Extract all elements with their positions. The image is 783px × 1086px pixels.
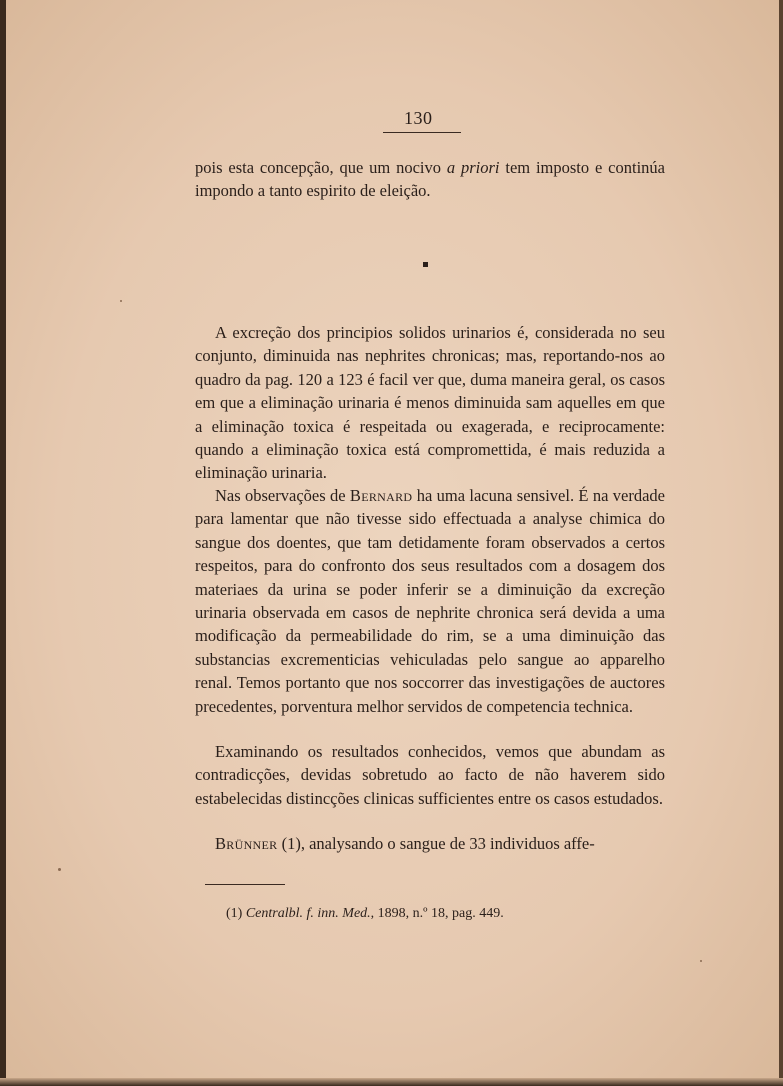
paragraph-brunner-rest: (1), analysando o sangue de 33 individuos affe- <box>277 834 595 853</box>
footnote-source-title: Centralbl. f. inn. Med. <box>245 906 371 921</box>
paper-speck <box>58 868 61 871</box>
section-ornament <box>423 262 428 267</box>
italic-phrase: a priori <box>446 158 500 177</box>
header-rule <box>383 132 461 133</box>
page-number: 130 <box>404 108 433 128</box>
paper-speck <box>700 960 702 962</box>
continuation-text-start: pois esta concepção, que um nocivo <box>195 158 447 177</box>
footnote-marker: (1) <box>226 906 246 921</box>
paragraph-bernard-start: Nas observações de <box>215 486 350 505</box>
footnote-rule <box>205 884 285 885</box>
footnote-citation: , 1898, n.º 18, pag. 449. <box>370 906 504 921</box>
paragraph-examinando: Examinando os resultados conhecidos, vemos que abundam as contradicções, devidas sobretudo ao facto de não haverem sido estabelecidas distincções clinicas sufficientes entre os casos estudados. <box>195 742 665 808</box>
paragraph-bernard-rest: ha uma lacuna sensivel. É na verdade para lamentar que não tivesse sido effectuada a analyse chimica do sangue dos doentes, que tam detidamente foram observados a certos respeitos, para do confronto dos seus resultados com a dosagem dos materiaes da urina se poder inferir se a diminuição da excreção urinaria observada em casos de nephrite chronica será devida a uma modificação da permeabilidade do rim, se a uma diminuição das substancias excrementicias vehiculadas pelo sangue ao apparelho renal. Temos portanto que nos soccorrer das investigações de auctores precedentes, porventura melhor servidos de competencia technica. <box>195 486 666 716</box>
page-left-edge <box>0 0 6 1086</box>
author-name-bernard: Bernard <box>349 486 413 505</box>
page-right-edge <box>779 0 783 1086</box>
footnote <box>226 904 666 924</box>
paper-speck <box>120 300 122 302</box>
paragraph-excrecao: A excreção dos principios solidos urinarios é, considerada no seu conjunto, diminuida nas nephrites chronicas; mas, reportando-nos ao quadro da pag. 120 a 123 é facil ver que, duma maneira geral, os casos em que a eliminação urinaria é menos diminuida sam aquelles em que a eliminação toxica é respeitada ou exagerada, e reciprocamente: quando a eliminação toxica está compromettida, é mais reduzida a eliminação urinaria. <box>195 323 665 483</box>
paragraph-brunner <box>195 832 665 855</box>
page-bottom-edge <box>0 1078 783 1086</box>
continuation-paragraph <box>195 156 665 203</box>
author-name-brunner: Brünner <box>215 834 278 853</box>
continuation-text-end: tem imposto e continúa impondo a tanto espirito de eleição. <box>195 158 665 201</box>
paragraph-bernard <box>195 484 665 718</box>
